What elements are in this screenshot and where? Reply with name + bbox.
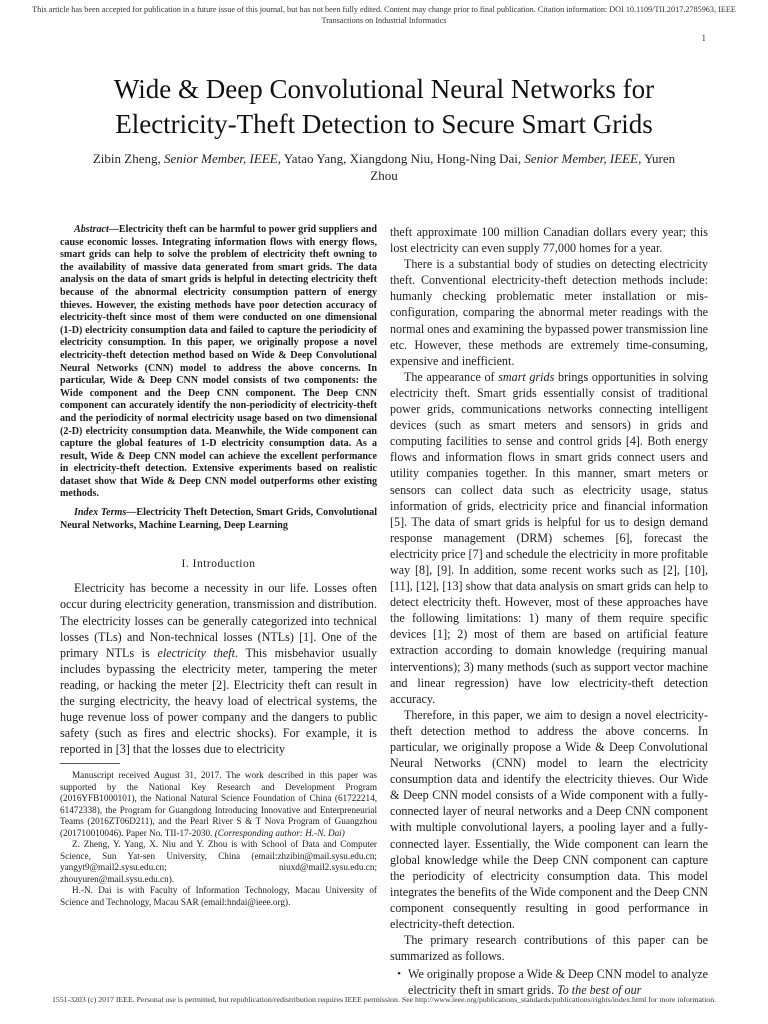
title-line2: Electricity-Theft Detection to Secure Smart Grids [115,109,653,139]
page-number: 1 [701,33,706,43]
header-note-line2: Transactions on Industrial Informatics [321,16,447,25]
text-run: We originally propose a Wide & Deep CNN model to analyze electricity theft in smart grids. [408,967,708,998]
section-heading-introduction: I. Introduction [181,558,256,571]
emphasis: electricity theft [157,645,236,660]
footnote-affiliation-sysu: Z. Zheng, Y. Yang, X. Niu and Y. Zhou is with School of Data and Computer Science, Sun Yat-sen University, China (email:zhzibin@mail.sysu.edu.cn; yangyt9@mail2.sysu.edu.cn; niuxd@mail2.sysu.edu.cn; zhouyuren@mail.sysu.edu.cn). [60,839,377,884]
text-run: brings opportunities in solving electricity theft. Smart grids essentially consist of traditional power grids, communications networks connecting intelligent devices (such as smart meters and sensors) in grids and computing facilities to sense and control grids [4]. Both energy flows and information flows in smart grids connect users and utility companies together. In this manner, smart meters or sensors can collect data such as electricity usage, status information of grids, electricity price and financial information [5]. The data of smart grids is helpful for us to design demand response management (DRM) schemes [6], forecast the electricity price [7] and schedule the electricity in more profitable way [8], [9]. In addition, some recent works such as [2], [10], [11], [12], [13] show that data analysis on smart grids can help to detect electricity theft. However, most of these approaches have the following limitations: 1) many of them require specific devices [1]; 2) most of them are based on artificial feature extraction according to domain knowledge (requiring manual interventions); 3) many methods (such as support vector machine and linear regression) have low electricity-theft detection accuracy. [390,369,708,706]
emphasis: (Corresponding author: H.-N. Dai) [214,827,345,838]
left-column [60,224,377,908]
bullet-icon: • [397,968,401,981]
author-segment: , Yatao Yang, Xiangdong Niu, Hong-Ning Dai, [277,151,525,166]
author-list [60,150,708,184]
paragraph-contributions: The primary research contributions of this paper can be summarized as follows. [390,933,708,964]
index-terms [60,507,377,532]
footnote-affiliation-must: H.-N. Dai is with Faculty of Information Technology, Macau University of Science and Technology, Macau SAR (email:hndai@ieee.org). [60,885,377,907]
text-run: The appearance of [404,369,499,384]
footnote-divider [60,763,120,764]
header-note-line1: This article has been accepted for publication in a future issue of this journal, but has not been fully edited. Content may change prior to final publication. Citation information: DOI 10.1109/TII.2017.2785963, IEEE [32,5,736,14]
text-run: Electricity has become a necessity in our life. Losses often occur during electricity generation, transmission and distribution. The electricity losses can be generally categorized into technical losses (TLs) and Non-technical losses (NTLs) [1]. One of the primary NTLs is [60,581,377,660]
paragraph-conventional-methods: There is a substantial body of studies on detecting electricity theft. Conventional electricity-theft detection methods include: humanly checking problematic meter installation or mis-configuration, comparing the abnormal meter readings with the normal ones and examining the bypassed power transmission line etc. However, these methods are extremely time-consuming, expensive and inefficient. [390,257,708,368]
paragraph-smart-grids [390,369,708,707]
right-column [390,224,708,999]
author-segment: Zibin Zheng, [92,151,164,166]
copyright-footer: 1551-3203 (c) 2017 IEEE. Personal use is permitted, but republication/redistribution requires IEEE permission. See http://www.ieee.org/publications_standards/publications/rights/index.html for more information. [51,995,717,1004]
index-terms-text: —Electricity Theft Detection, Smart Grids, Convolutional Neural Networks, Machine Learning, Deep Learning [60,507,377,531]
footnote-manuscript [60,770,377,839]
list-item-text [408,966,708,998]
text-run: Manuscript received August 31, 2017. The work described in this paper was supported by the National Key Research and Development Program (2016YFB1000101), the National Natural Science Foundation of China (61722214, 61472338), the Program for Guangdong Introducing Innovative and Enterpreneurial Teams (2016ZT06D211), and the Pearl River S & T Nova Program of Guangzhou (201710010046). Paper No. TII-17-2030. [60,770,377,838]
emphasis: smart grids [498,369,555,384]
list-item [390,966,708,998]
abstract-label: Abstract [74,224,109,235]
author-line2: Zhou [370,168,398,183]
index-terms-label: Index Terms [74,507,127,519]
abstract [60,224,377,501]
emphasis: To the best of our [557,983,642,998]
author-role: Senior Member, IEEE [163,151,278,166]
intro-paragraph [60,580,377,757]
paragraph-continued: theft approximate 100 million Canadian dollars every year; this lost electricity can even supply 77,000 homes for a year. [390,225,708,256]
abstract-text: —Electricity theft can be harmful to power grid suppliers and cause economic losses. Integrating information flows with energy flows, smart grids can help to solve the problem of electricity theft owning to the availability of massive data generated from smart grids. The data analysis on the data of smart grids is helpful in detecting electricity theft because of the abnormal electricity consumption pattern of energy thieves. However, the existing methods have poor detection accuracy of electricity-theft since most of them were conducted on one dimensional (1-D) electricity consumption data and failed to capture the periodicity of electricity consumption. In this paper, we originally propose a novel electricity-theft detection method based on Wide & Deep Convolutional Neural Networks (CNN) model to address the above concerns. In particular, Wide & Deep CNN model consists of two components: the Wide component and the Deep CNN component. The Deep CNN component can accurately identify the non-periodicity of electricity-theft and the periodicity of normal electricity usage based on two dimensional (2-D) electricity consumption data. Meanwhile, the Wide component can capture the global features of 1-D electricity consumption data. As a result, Wide & Deep CNN model can achieve the excellent performance in electricity-theft detection. Extensive experiments based on realistic dataset show that Wide & Deep CNN model outperforms other existing methods. [60,224,377,500]
title-line1: Wide & Deep Convolutional Neural Networks for [113,74,655,104]
author-segment: , Yuren [638,151,676,166]
paper-title [40,72,728,142]
text-run: . This misbehavior usually includes bypassing the electricity meter, tampering the meter reading, or hacking the meter [2]. Electricity theft can result in the surging electricity, the heavy load of electrical systems, the huge revenue loss of power company and the dangers to public safety (such as fires and electric shocks). For example, it is reported in [3] that the losses due to electricity [60,645,377,757]
author-line1 [60,150,708,167]
paragraph-proposed-method: Therefore, in this paper, we aim to design a novel electricity-theft detection method to address the above concerns. In particular, we originally propose a Wide & Deep Convolutional Neural Networks (CNN) model to learn the electricity consumption data and identify the electricity thieves. Our Wide & Deep CNN model consists of a Wide component with a fully-connected layer of neural networks and a Deep CNN component with multiple convolutional layers, a pooling layer and a fully-connected layer. Essentially, the Wide component can learn the global knowledge while the Deep CNN component can capture the periodicity of electricity consumption data. This model integrates the benefits of the Wide component and the Deep CNN component consequently resulting in good performance in electricity-theft detection. [390,707,708,932]
author-role: Senior Member, IEEE [524,151,639,166]
journal-header-note [20,4,748,26]
